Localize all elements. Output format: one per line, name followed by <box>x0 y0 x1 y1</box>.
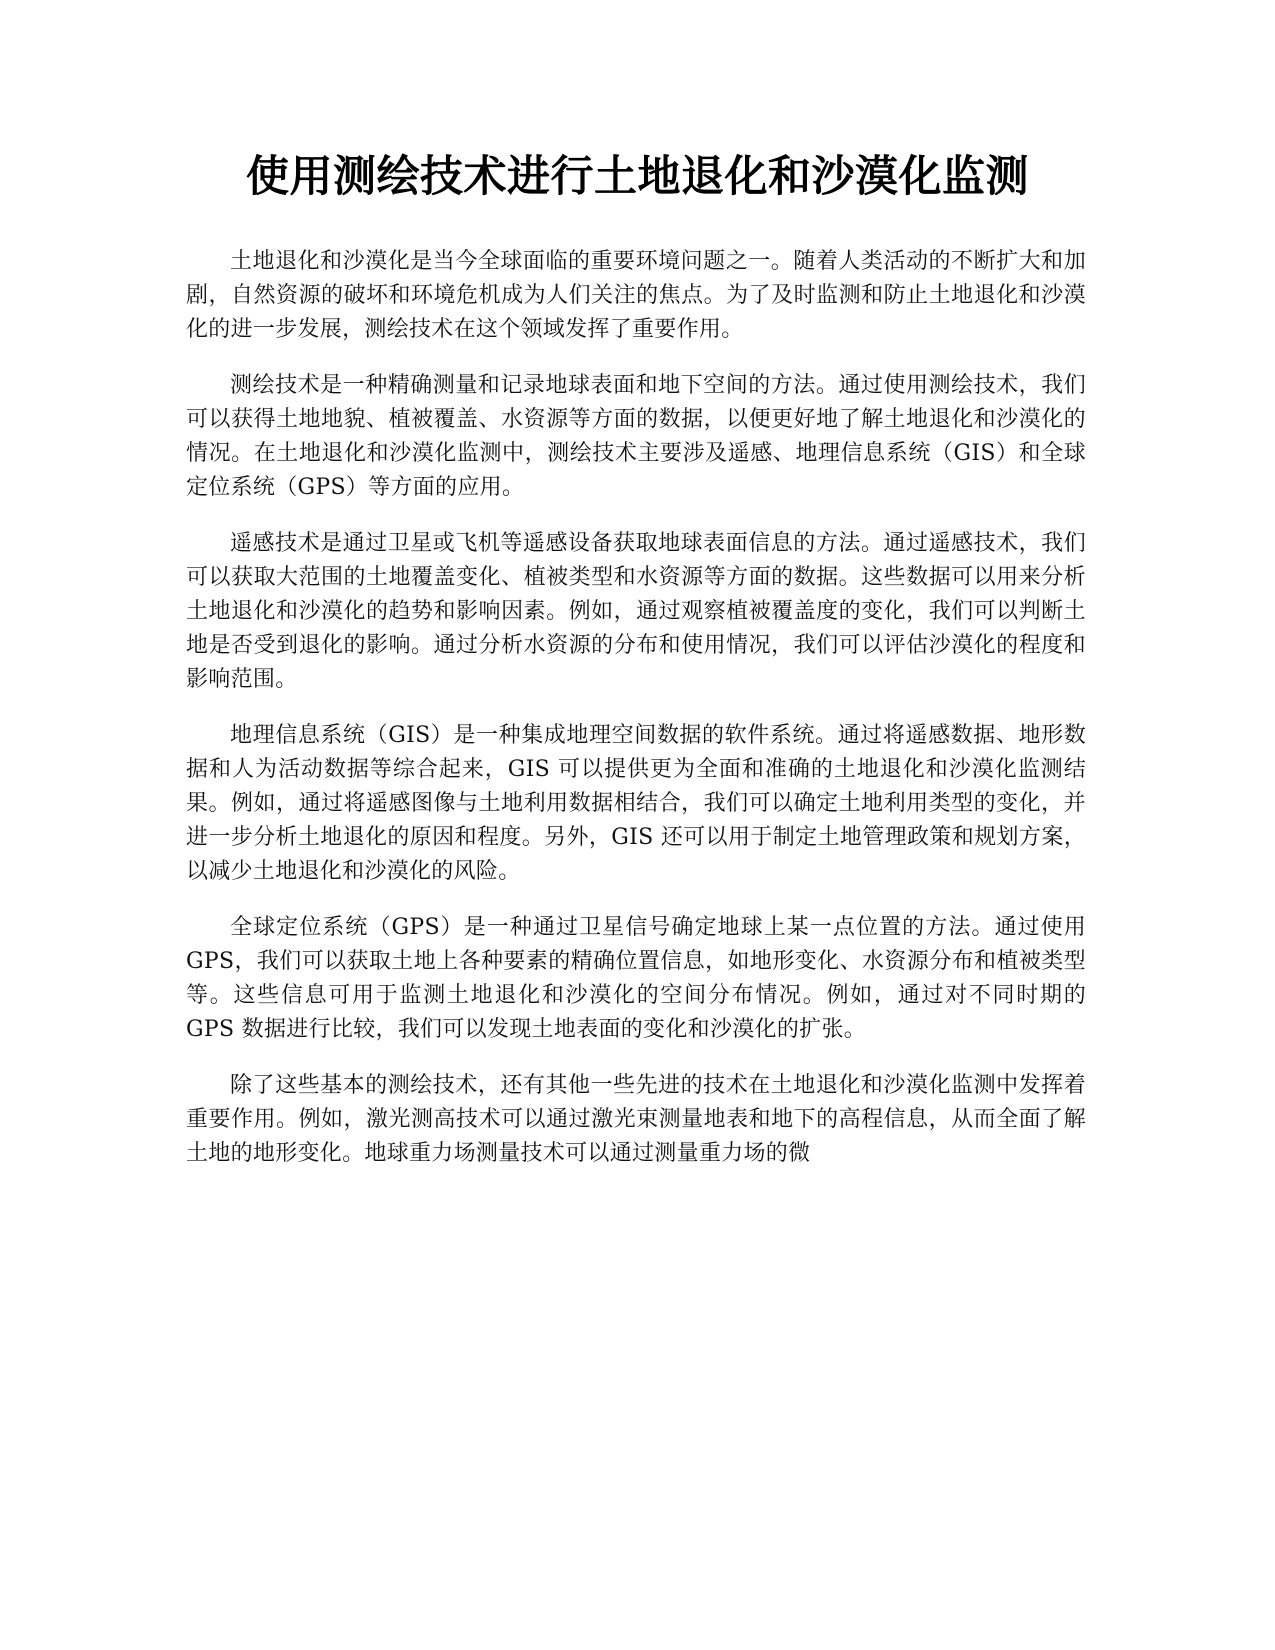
paragraph-advanced-tech: 除了这些基本的测绘技术，还有其他一些先进的技术在土地退化和沙漠化监测中发挥着重要作用。例如，激光测高技术可以通过激光束测量地表和地下的高程信息，从而全面了解土地的地形变化。地球重力场测量技术可以通过测量重力场的微 <box>186 1073 1086 1166</box>
paragraph-gis: 地理信息系统（GIS）是一种集成地理空间数据的软件系统。通过将遥感数据、地形数据和人为活动数据等综合起来，GIS 可以提供更为全面和准确的土地退化和沙漠化监测结果。例如，通过将遥感图像与土地利用数据相结合，我们可以确定土地利用类型的变化，并进一步分析土地退化的原因和程度。另外，GIS 还可以用于制定土地管理政策和规划方案，以减少土地退化和沙漠化的风险。 <box>186 723 1086 884</box>
document-body <box>186 245 1086 1193</box>
paragraph-gps: 全球定位系统（GPS）是一种通过卫星信号确定地球上某一点位置的方法。通过使用 GPS，我们可以获取土地上各种要素的精确位置信息，如地形变化、水资源分布和植被类型等。这些信息可用于监测土地退化和沙漠化的空间分布情况。例如，通过对不同时期的 GPS 数据进行比较，我们可以发现土地表面的变化和沙漠化的扩张。 <box>186 915 1086 1042</box>
paragraph-intro: 土地退化和沙漠化是当今全球面临的重要环境问题之一。随着人类活动的不断扩大和加剧，自然资源的破坏和环境危机成为人们关注的焦点。为了及时监测和防止土地退化和沙漠化的进一步发展，测绘技术在这个领域发挥了重要作用。 <box>186 249 1086 342</box>
paragraph-remote-sensing: 遥感技术是通过卫星或飞机等遥感设备获取地球表面信息的方法。通过遥感技术，我们可以获取大范围的土地覆盖变化、植被类型和水资源等方面的数据。这些数据可以用来分析土地退化和沙漠化的趋势和影响因素。例如，通过观察植被覆盖度的变化，我们可以判断土地是否受到退化的影响。通过分析水资源的分布和使用情况，我们可以评估沙漠化的程度和影响范围。 <box>186 531 1086 692</box>
paragraph-surveying: 测绘技术是一种精确测量和记录地球表面和地下空间的方法。通过使用测绘技术，我们可以获得土地地貌、植被覆盖、水资源等方面的数据，以便更好地了解土地退化和沙漠化的情况。在土地退化和沙漠化监测中，测绘技术主要涉及遥感、地理信息系统（GIS）和全球定位系统（GPS）等方面的应用。 <box>186 373 1086 500</box>
document-title: 使用测绘技术进行土地退化和沙漠化监测 <box>246 152 1029 202</box>
